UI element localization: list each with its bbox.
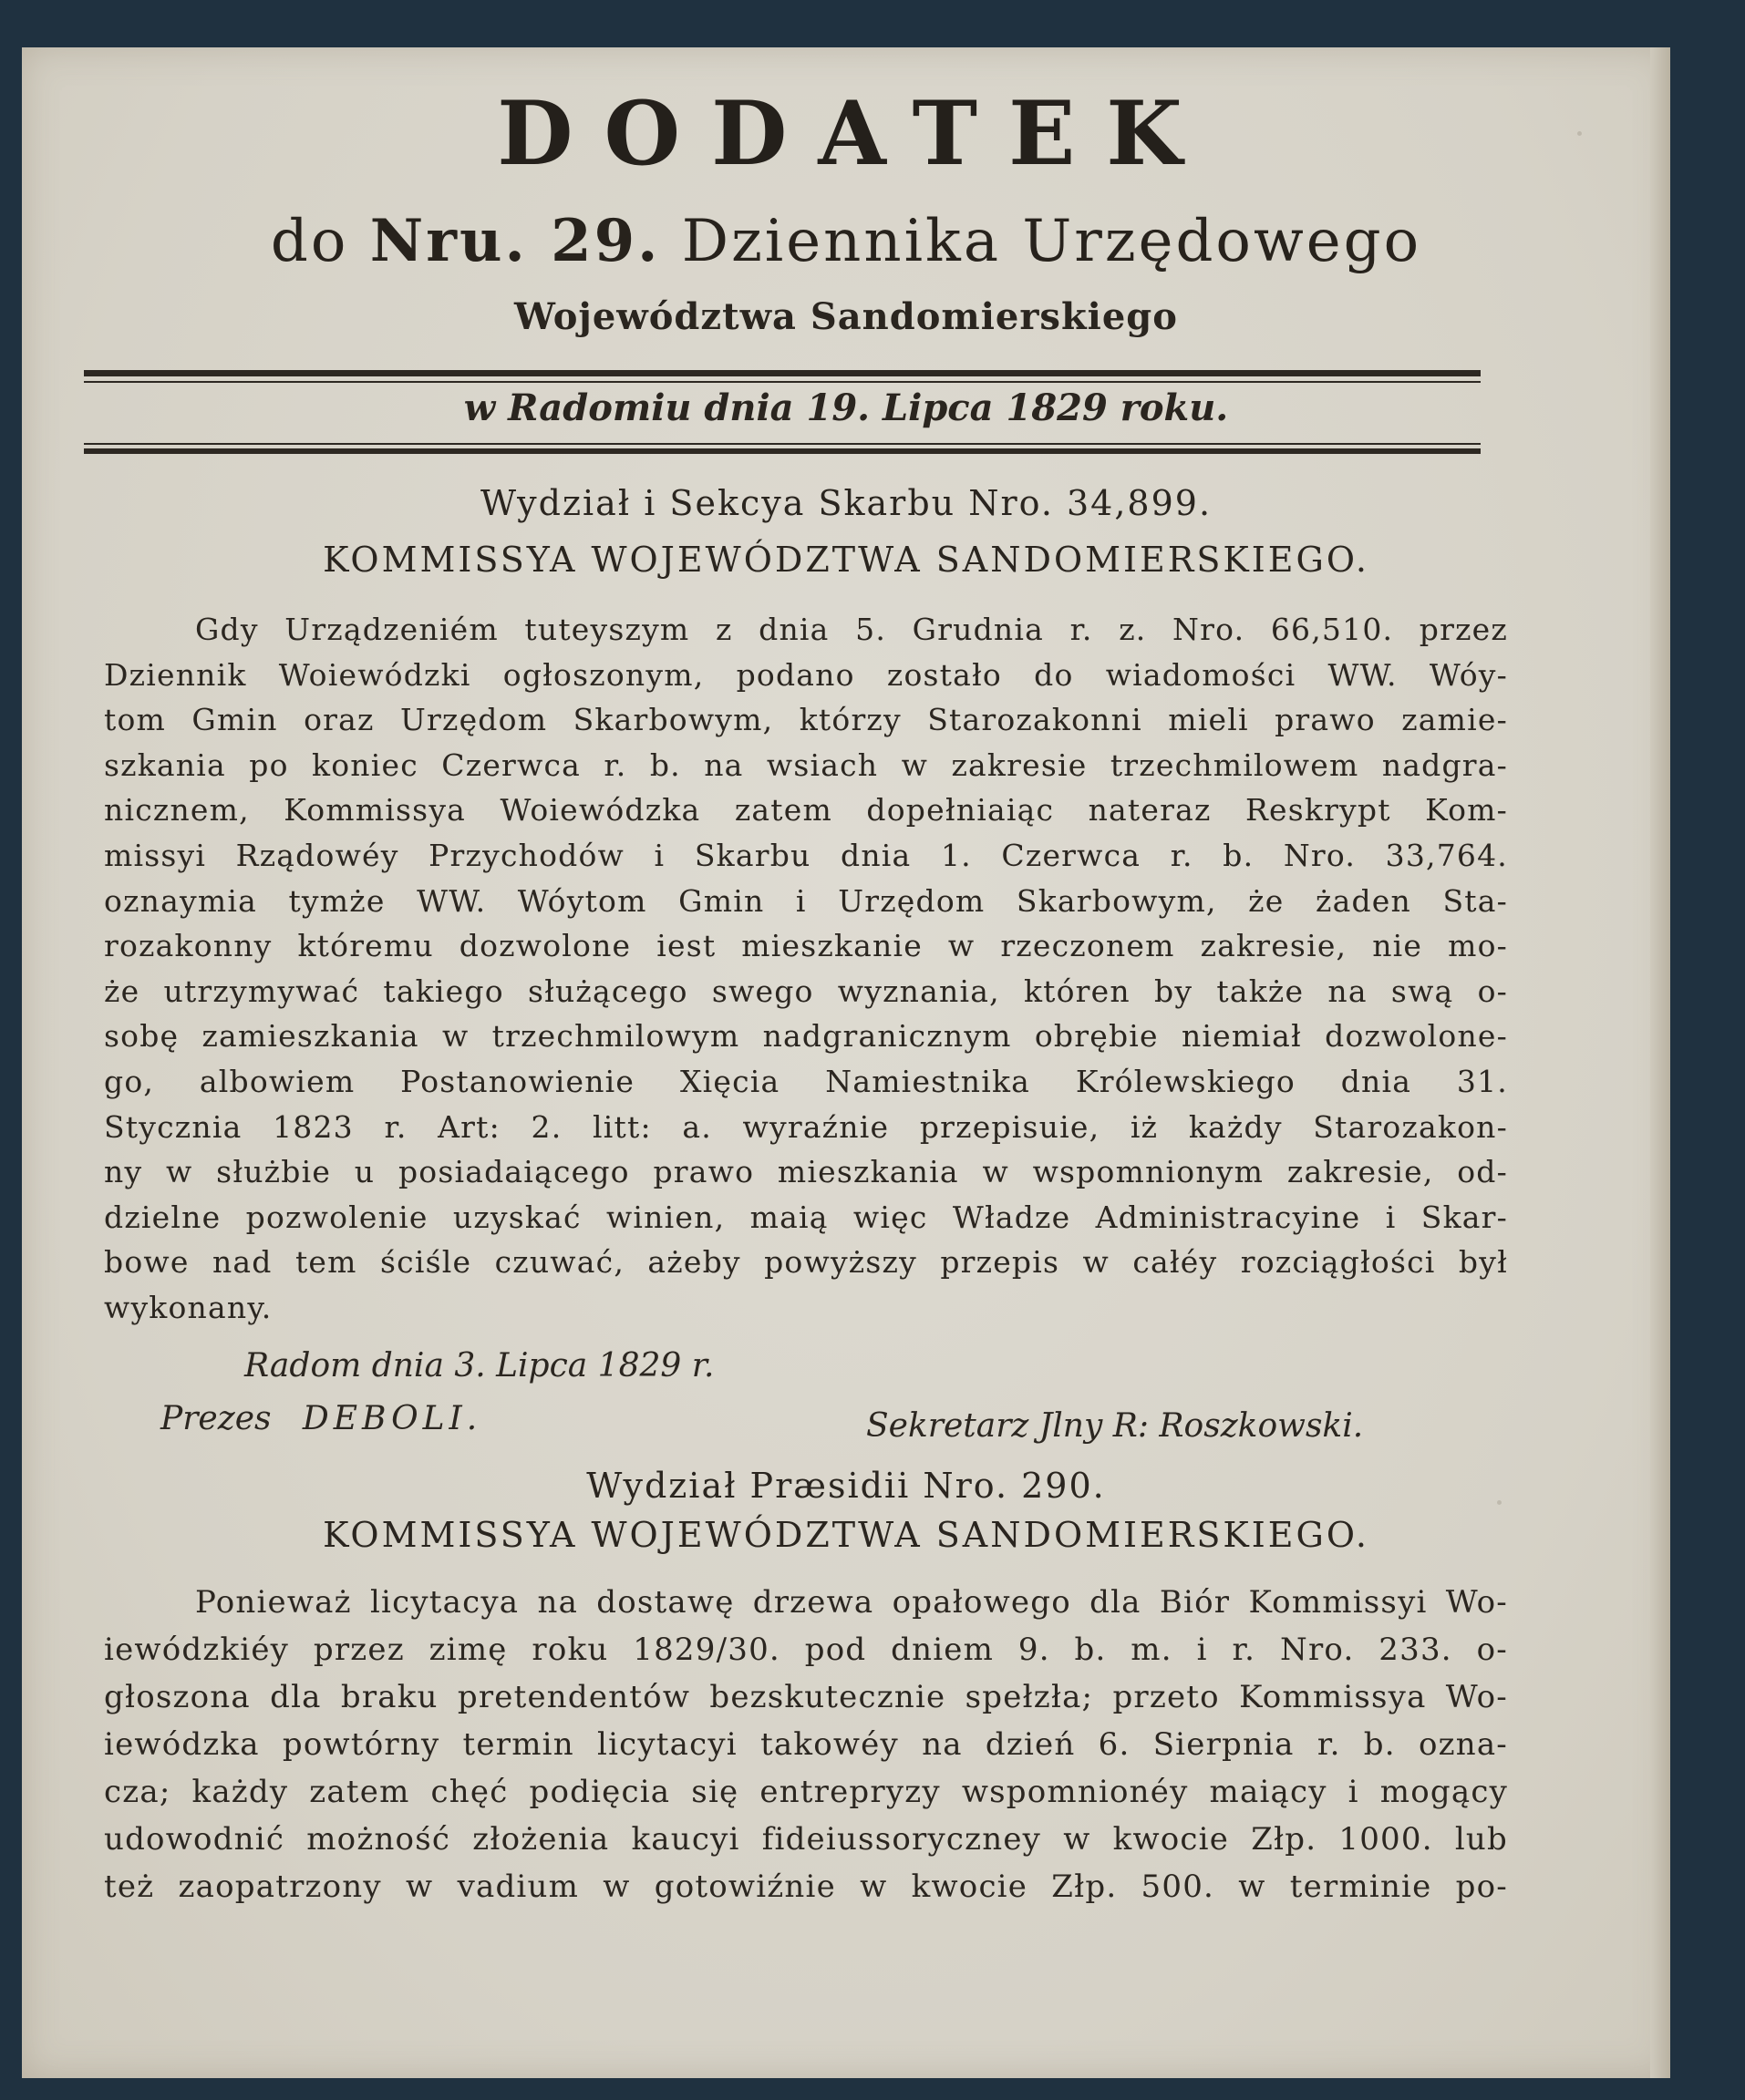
subtitle-journal: Dziennika Urzędowego (681, 208, 1422, 275)
text-line: szkania po koniec Czerwca r. b. na wsiach w zakresie trzechmilowem nadgra- (104, 746, 1508, 783)
notice1-authority: KOMMISSYA WOJEWÓDZTWA SANDOMIERSKIEGO. (323, 540, 1369, 580)
page-edge (1650, 47, 1670, 2078)
secretary-signature: Sekretarz Jlny R: Roszkowski. (866, 1407, 1364, 1445)
text-line: Gdy Urządzeniém tuteyszym z dnia 5. Grudnia r. z. Nro. 66,510. przez (195, 612, 1508, 647)
masthead-title: DODATEK (497, 82, 1213, 185)
text-line: Dziennik Woiewódzki ogłoszonym, podano zostało do wiadomości WW. Wóy- (104, 656, 1508, 693)
place-date: Radom dnia 3. Lipca 1829 r. (244, 1347, 715, 1385)
text-line: ny w służbie u posiadaiącego prawo mieszkania w wspomnionym zakresie, od- (104, 1154, 1508, 1190)
masthead-region: Województwa Sandomierskiego (514, 295, 1178, 338)
text-line: tom Gmin oraz Urzędom Skarbowym, którzy Starozakonni mieli prawo zamie- (104, 702, 1508, 738)
text-line: oznaymia tymże WW. Wóytom Gmin i Urzędom Skarbowym, że żaden Sta- (104, 882, 1508, 919)
text-line: sobę zamieszkania w trzechmilowym nadgranicznym obrębie niemiał dozwolone- (104, 1018, 1508, 1055)
text-line: głoszona dla braku pretendentów bezskutecznie spełzła; przeto Kommissya Wo- (104, 1679, 1508, 1715)
president-label: Prezes (160, 1400, 272, 1437)
text-line: go, albowiem Postanowienie Xięcia Namiestnika Królewskiego dnia 31. (104, 1063, 1508, 1099)
text-line: iewódzka powtórny termin licytacyi takowéy na dzień 6. Sierpnia r. b. ozna- (104, 1726, 1508, 1763)
text-line: cza; każdy zatem chęć podięcia się entrepryzy wspomnionéy maiący i mogący (104, 1774, 1508, 1810)
notice1-department: Wydział i Sekcya Skarbu Nro. 34,899. (480, 483, 1213, 523)
paper-speck (1497, 1500, 1502, 1505)
notice1-body (104, 607, 1508, 1331)
text-line: rozakonny któremu dozwolone iest mieszkanie w rzeczonem zakresie, nie mo- (104, 928, 1508, 964)
text-line: dzielne pozwolenie uzyskać winien, maią więc Władze Administracyine i Skar- (104, 1199, 1508, 1235)
notice2-body (104, 1579, 1508, 1910)
text-line: wykonany. (104, 1289, 273, 1325)
text-line: Ponieważ licytacya na dostawę drzewa opałowego dla Biór Kommissyi Wo- (195, 1584, 1508, 1621)
text-line: bowe nad tem ściśle czuwać, ażeby powyższy przepis w całéy rozciągłości był (104, 1244, 1508, 1281)
bottom-rule-thin (84, 443, 1481, 445)
document-page (22, 47, 1670, 2078)
bottom-rule-thick (84, 448, 1481, 454)
text-line: missyi Rządowéy Przychodów i Skarbu dnia 1. Czerwca r. b. Nro. 33,764. (104, 837, 1508, 873)
text-line: też zaopatrzony w vadium w gotowiźnie w kwocie Złp. 500. w terminie po- (104, 1868, 1508, 1905)
text-line: iewódzkiéy przez zimę roku 1829/30. pod dniem 9. b. m. i r. Nro. 233. o- (104, 1632, 1508, 1668)
paper-speck (1577, 131, 1582, 136)
text-line: że utrzymywać takiego służącego swego wyznania, któren by także na swą o- (104, 973, 1508, 1009)
notice2-department: Wydział Præsidii Nro. 290. (586, 1466, 1106, 1506)
president-signature (160, 1400, 481, 1437)
president-name: DEBOLI. (302, 1400, 482, 1437)
top-rule-thick (84, 370, 1481, 376)
text-line: nicznem, Kommissya Woiewódzka zatem dopełniaiąc nateraz Reskrypt Kom- (104, 792, 1508, 829)
notice2-authority: KOMMISSYA WOJEWÓDZTWA SANDOMIERSKIEGO. (323, 1515, 1369, 1555)
top-rule-thin (84, 381, 1481, 383)
subtitle-prefix: do (270, 208, 349, 275)
dateline: w Radomiu dnia 19. Lipca 1829 roku. (463, 386, 1229, 429)
subtitle-issue-number: Nru. 29. (369, 207, 661, 275)
text-line: udowodnić możność złożenia kaucyi fideiussoryczney w kwocie Złp. 1000. lub (104, 1821, 1508, 1858)
masthead-subtitle (22, 207, 1670, 275)
text-line: Stycznia 1823 r. Art: 2. litt: a. wyraźnie przepisuie, iż każdy Starozakon- (104, 1108, 1508, 1145)
